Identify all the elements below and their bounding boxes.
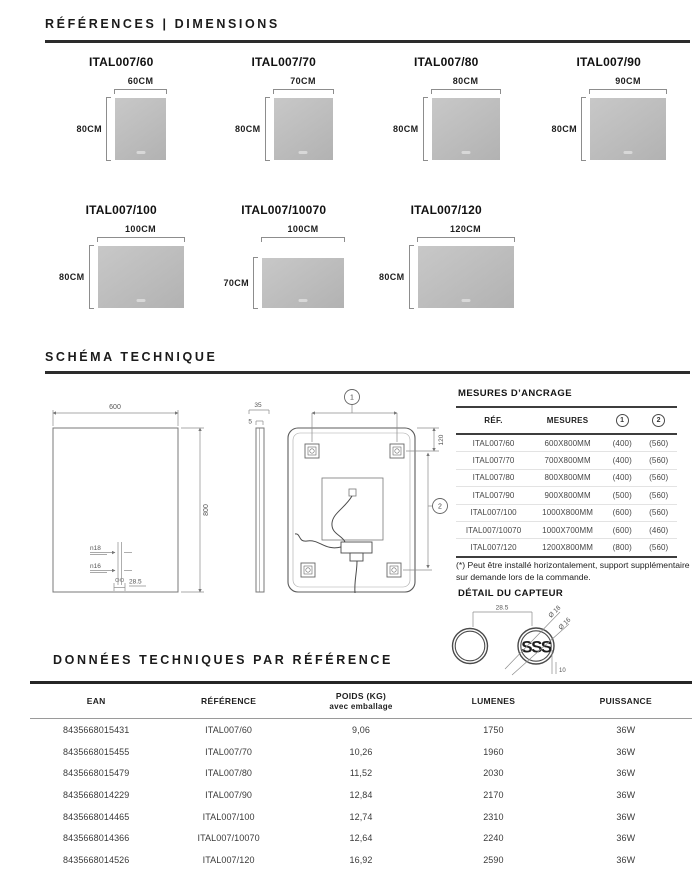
- side-glass-label: 5: [248, 418, 252, 426]
- mirror-height-label: 80CM: [392, 124, 419, 134]
- cell-ean: 8435668014526: [63, 854, 130, 865]
- cell-reference: ITAL007/100: [202, 811, 255, 822]
- hole-spacing-label: 28.5: [129, 578, 142, 586]
- tech-row: [30, 763, 692, 785]
- sensor-offset-label: 10: [559, 668, 566, 674]
- anchor-marker-1: 1: [350, 394, 354, 402]
- cell-puissance: 36W: [616, 768, 636, 779]
- cell-puissance: 36W: [616, 854, 636, 865]
- col-puissance: PUISSANCE: [599, 696, 652, 707]
- mirror-ref: ITAL007/10070: [241, 203, 327, 217]
- width-dim-line: [417, 237, 515, 242]
- mirror-preview: [98, 246, 184, 308]
- cell-ref: ITAL007/120: [470, 543, 517, 553]
- cell-ean: 8435668014229: [63, 790, 130, 801]
- mirror-preview: [274, 98, 333, 160]
- cell-reference: ITAL007/90: [205, 790, 253, 801]
- anchor-offset-label: 120: [438, 434, 445, 446]
- front-width-dim: 600: [109, 404, 121, 411]
- cell-anchor-1: (400): [612, 438, 632, 448]
- cell-anchor-2: (560): [649, 490, 669, 500]
- power-cable: [295, 496, 372, 593]
- cell-ref: ITAL007/80: [472, 473, 515, 483]
- anchor-table-header: [456, 408, 677, 435]
- cell-anchor-2: (560): [649, 456, 669, 466]
- height-dim-line: [581, 97, 586, 161]
- junction-box: [322, 478, 383, 540]
- cell-poids: 12,84: [349, 790, 373, 801]
- cell-reference: ITAL007/10070: [197, 833, 260, 844]
- cell-lumenes: 2240: [483, 833, 504, 844]
- mirror-preview: [590, 98, 666, 160]
- cell-ref: ITAL007/70: [472, 456, 515, 466]
- mirror-ref: ITAL007/80: [414, 55, 479, 69]
- cell-reference: ITAL007/120: [202, 854, 255, 865]
- cell-poids: 9,06: [352, 725, 370, 736]
- mirror-height-label: 70CM: [223, 278, 250, 288]
- cell-poids: 16,92: [349, 854, 373, 865]
- anchor-footnote: (*) Peut être installé horizontalement, support supplémentaire sur demande lors de la commande.: [456, 560, 690, 582]
- mirror-figure: [59, 203, 184, 308]
- section-rule: [45, 40, 690, 43]
- hole-dia-1-label: n18: [90, 545, 101, 552]
- cell-puissance: 36W: [616, 833, 636, 844]
- cell-mesures: 1000X800MM: [542, 508, 593, 518]
- mirror-row-2: [40, 203, 690, 308]
- cell-lumenes: 2030: [483, 768, 504, 779]
- mirror-width-label: 60CM: [127, 76, 154, 86]
- cell-anchor-2: (560): [649, 543, 669, 553]
- cell-anchor-2: (560): [649, 473, 669, 483]
- cell-anchor-1: (800): [612, 543, 632, 553]
- section-title-dimensions: RÉFÉRENCES | DIMENSIONS: [45, 17, 280, 31]
- mirror-width-label: 120CM: [450, 224, 482, 234]
- cell-ean: 8435668015431: [63, 725, 130, 736]
- cell-puissance: 36W: [616, 725, 636, 736]
- mirror-preview: [418, 246, 514, 308]
- technical-drawing: [30, 383, 450, 618]
- cell-puissance: 36W: [616, 790, 636, 801]
- hole-dia-2-label: n16: [90, 563, 101, 570]
- mirror-figure: [379, 203, 514, 308]
- mirror-height-label: 80CM: [58, 272, 85, 282]
- width-dim-line: [261, 237, 345, 242]
- col-poids: [295, 691, 427, 712]
- cell-lumenes: 2170: [483, 790, 504, 801]
- cell-lumenes: 2310: [483, 811, 504, 822]
- sensor-spacing-label: 28.5: [495, 604, 509, 612]
- mirror-height-label: 80CM: [551, 124, 578, 134]
- cell-poids: 12,74: [349, 811, 373, 822]
- width-dim-line: [431, 89, 501, 94]
- cell-ean: 8435668015455: [63, 746, 130, 757]
- front-height-dim: 800: [203, 504, 210, 516]
- mirror-ref: ITAL007/100: [85, 203, 157, 217]
- width-dim-line: [273, 89, 334, 94]
- cell-mesures: 1000X700MM: [542, 525, 593, 535]
- anchor-row: [456, 487, 677, 504]
- height-dim-line: [253, 257, 258, 309]
- tech-row: [30, 719, 692, 741]
- cell-lumenes: 2590: [483, 854, 504, 865]
- tech-row: [30, 827, 692, 849]
- mirror-figure: [223, 203, 344, 308]
- col-lumenes: LUMENES: [471, 696, 516, 707]
- cell-ean: 8435668014465: [63, 811, 130, 822]
- sensor-detail-title: DÉTAIL DU CAPTEUR: [458, 588, 564, 599]
- sensor-detail-drawing: [448, 600, 598, 678]
- mirror-height-label: 80CM: [76, 124, 103, 134]
- tech-row: [30, 741, 692, 763]
- cell-ean: 8435668014366: [63, 833, 130, 844]
- anchor-row: [456, 470, 677, 487]
- tech-table: [30, 681, 692, 869]
- mirror-ref: ITAL007/90: [576, 55, 641, 69]
- mirror-preview: [115, 98, 166, 160]
- width-dim-line: [589, 89, 667, 94]
- mirror-preview: [432, 98, 500, 160]
- cell-lumenes: 1960: [483, 746, 504, 757]
- cell-mesures: 1200X800MM: [542, 543, 593, 553]
- tech-row: [30, 806, 692, 828]
- col-poids-sub: avec emballage: [329, 702, 393, 712]
- cell-mesures: 800X800MM: [544, 473, 591, 483]
- cell-reference: ITAL007/80: [205, 768, 253, 779]
- anchor-row: [456, 522, 677, 539]
- anchor-row: [456, 505, 677, 522]
- cell-ean: 8435668015479: [63, 768, 130, 779]
- cell-ref: ITAL007/90: [472, 490, 515, 500]
- mirror-width-label: 80CM: [452, 76, 479, 86]
- col-anchor-2: 2: [652, 414, 665, 427]
- tech-row: [30, 849, 692, 869]
- col-reference: RÉFÉRENCE: [201, 696, 257, 707]
- tech-table-header: [30, 684, 692, 718]
- mirror-width-label: 90CM: [615, 76, 641, 86]
- section-rule: [45, 371, 690, 374]
- height-dim-line: [265, 97, 270, 161]
- mirror-ref: ITAL007/60: [89, 55, 154, 69]
- col-poids-main: POIDS (KG): [335, 691, 387, 701]
- cell-puissance: 36W: [616, 811, 636, 822]
- cell-lumenes: 1750: [483, 725, 504, 736]
- cell-ref: ITAL007/100: [470, 508, 517, 518]
- mirror-width-label: 70CM: [290, 76, 316, 86]
- mirror-height-label: 80CM: [378, 272, 405, 282]
- cell-ref: ITAL007/60: [472, 438, 515, 448]
- side-view-outline: [256, 428, 264, 592]
- section-title-tech-data: DONNÉES TECHNIQUES PAR RÉFÉRENCE: [53, 653, 393, 667]
- cell-anchor-2: (560): [649, 438, 669, 448]
- cell-poids: 12,64: [349, 833, 373, 844]
- cell-anchor-1: (600): [612, 508, 632, 518]
- cell-anchor-1: (600): [612, 525, 632, 535]
- tech-row: [30, 784, 692, 806]
- anchor-marker-2: 2: [438, 503, 442, 511]
- mirror-ref: ITAL007/120: [410, 203, 482, 217]
- anchor-row: [456, 539, 677, 555]
- cell-mesures: 700X800MM: [544, 456, 591, 466]
- cell-reference: ITAL007/70: [205, 746, 253, 757]
- col-ean: EAN: [86, 696, 106, 707]
- mirror-figure: [76, 55, 166, 160]
- cell-poids: 10,26: [349, 746, 373, 757]
- front-view-outline: [53, 428, 178, 592]
- mirror-width-label: 100CM: [287, 224, 319, 234]
- cell-mesures: 900X800MM: [544, 490, 591, 500]
- cell-anchor-1: (500): [612, 490, 632, 500]
- height-dim-line: [409, 245, 414, 309]
- mirror-preview: [262, 258, 344, 308]
- sensor-dia-outer-label: Ø 18: [547, 604, 563, 620]
- side-depth-label: 35: [254, 402, 262, 409]
- height-dim-line: [89, 245, 94, 309]
- mirror-ref: ITAL007/70: [251, 55, 316, 69]
- cell-anchor-1: (400): [612, 456, 632, 466]
- mirror-figure: [235, 55, 333, 160]
- height-dim-line: [423, 97, 428, 161]
- mirror-width-label: 100CM: [125, 224, 157, 234]
- anchor-table-title: MESURES D’ANCRAGE: [458, 388, 572, 399]
- col-anchor-1: 1: [616, 414, 629, 427]
- mirror-figure: [393, 55, 500, 160]
- mirror-height-label: 80CM: [234, 124, 261, 134]
- width-dim-line: [97, 237, 185, 242]
- height-dim-line: [106, 97, 111, 161]
- cell-anchor-2: (460): [649, 525, 669, 535]
- anchor-row: [456, 435, 677, 452]
- cell-anchor-1: (400): [612, 473, 632, 483]
- sensor-hole-outline: [453, 629, 488, 664]
- cell-poids: 11,52: [349, 768, 373, 779]
- anchor-row: [456, 452, 677, 469]
- width-dim-line: [114, 89, 167, 94]
- section-title-schema: SCHÉMA TECHNIQUE: [45, 350, 218, 364]
- cell-ref: ITAL007/10070: [465, 525, 522, 535]
- cell-mesures: 600X800MM: [544, 438, 591, 448]
- cell-reference: ITAL007/60: [205, 725, 253, 736]
- cell-anchor-2: (560): [649, 508, 669, 518]
- cell-puissance: 36W: [616, 746, 636, 757]
- col-mesures: MESURES: [546, 416, 589, 425]
- sensor-dia-inner-label: Ø 16: [557, 616, 573, 632]
- mirror-row-1: [40, 55, 690, 160]
- anchor-table: [456, 406, 677, 558]
- sensor-symbol: SSS: [521, 637, 551, 657]
- mirror-figure: [551, 55, 666, 160]
- col-ref: RÉF.: [484, 416, 503, 425]
